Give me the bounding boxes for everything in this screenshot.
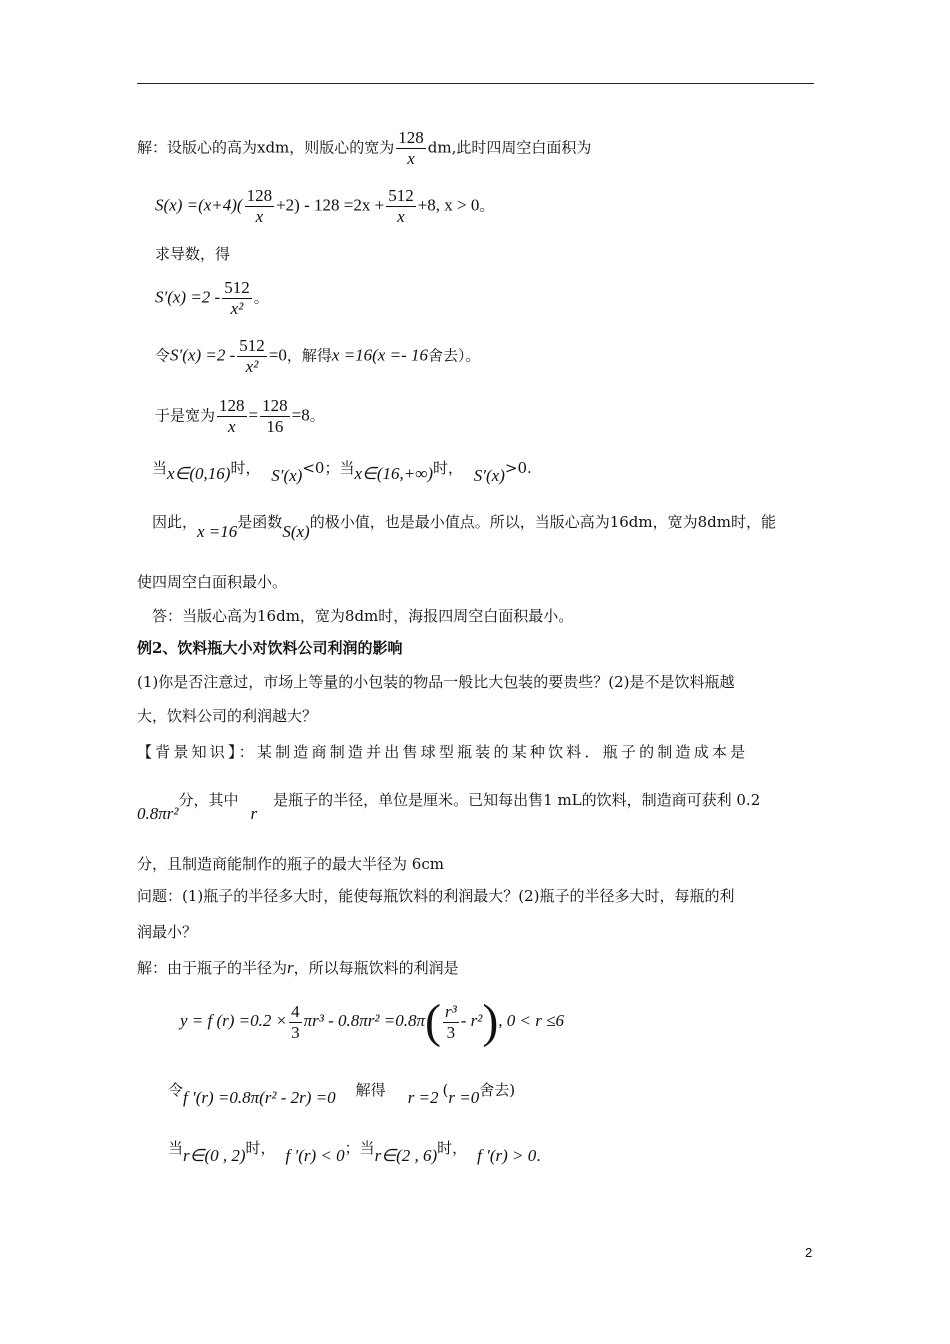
denominator: x²	[245, 357, 259, 376]
fraction	[217, 396, 247, 437]
numerator: 128	[246, 186, 273, 205]
equation-profit: y = f (r) =0.2 × $\frac{4}{3}$ πr³ - 0.8πr² =0.8π( $\frac{\text{r³}}{3}$ - r²), 0 < r ≤6	[180, 995, 564, 1048]
denominator: x	[227, 417, 236, 436]
equation-area	[155, 186, 494, 227]
math: r∈(2 , 6)	[374, 1146, 438, 1165]
numerator: r³	[444, 1001, 457, 1021]
text: 。	[309, 406, 325, 425]
text: 令	[155, 346, 171, 365]
math: y = f (r) =0.2 ×	[180, 1011, 288, 1030]
fraction	[237, 336, 267, 377]
line-sign-analysis-2	[168, 1138, 542, 1165]
denominator: x	[397, 207, 405, 226]
numerator: 128	[219, 396, 245, 415]
math: f ′(r) > 0	[477, 1146, 537, 1165]
text: (	[442, 1081, 449, 1099]
text: 时，	[230, 459, 261, 477]
denominator: x²	[230, 299, 244, 318]
equation-solve	[155, 336, 480, 377]
text: 令	[168, 1081, 184, 1099]
equation-width: 于是宽为 $\frac{128}{x}$ = $\frac{128}{16}$ =8。	[155, 396, 325, 436]
math: f ′(r) =0.8π(r² - 2r) =0	[183, 1088, 336, 1107]
line-sign-analysis	[152, 458, 532, 485]
math: S(x) =(x+4)(	[155, 195, 243, 215]
text: 是函数	[237, 513, 283, 531]
text: 舍去）。	[427, 346, 481, 365]
math: r =0	[448, 1088, 480, 1107]
text: 的极小值，也是最小值点。所以，当版心高为16dm，宽为8dm时，能	[309, 513, 776, 531]
line-question-1-cont: 大，饮料公司的利润越大？	[137, 707, 318, 725]
math: x∈(16,+∞)	[354, 464, 433, 483]
text: 解：设版心的高为xdm，则版心的宽为	[137, 138, 395, 157]
math: x =16(x =- 16	[331, 345, 428, 365]
numerator: 128	[262, 396, 288, 415]
text: 时，	[433, 459, 464, 477]
text: <0；当	[302, 459, 355, 477]
math: πr³ - 0.8πr² =0.8π	[303, 1011, 425, 1030]
text: 。	[479, 196, 495, 215]
text: 时，	[245, 1139, 276, 1157]
equation-derivative	[155, 278, 269, 319]
fraction	[222, 278, 252, 319]
math: =8	[291, 405, 310, 425]
math: S′(x) =2 -	[155, 287, 221, 307]
text: .	[536, 1147, 542, 1165]
numerator: 4	[291, 1001, 300, 1021]
fraction	[443, 1002, 459, 1043]
fraction	[289, 1002, 302, 1043]
text: ，所以每瓶饮料的利润是	[293, 959, 459, 977]
math: r =2	[407, 1088, 439, 1107]
math: x∈(0,16)	[167, 464, 231, 483]
math: x =16	[197, 522, 238, 541]
denominator: 3	[446, 1022, 456, 1042]
line-solution-intro	[137, 128, 591, 169]
line-conclusion	[152, 512, 776, 541]
math: 0.8πr²	[137, 804, 179, 823]
line-derivative: 求导数，得	[155, 245, 231, 263]
line-question-1: (1)你是否注意过，市场上等量的小包装的物品一般比大包装的要贵些？(2)是不是饮料瓶越	[137, 673, 735, 691]
math: , 0 < r ≤6	[498, 1011, 564, 1030]
text: 于是宽为	[155, 406, 216, 425]
line-background: 【背景知识】：某制造商制造并出售球型瓶装的某种饮料．瓶子的制造成本是	[137, 743, 749, 761]
math: S′(x)	[473, 466, 505, 485]
math: r	[287, 958, 294, 977]
text: 是瓶子的半径，单位是厘米。已知每出售1 mL的饮料，制造商可获利 0.2	[273, 791, 761, 809]
text: 解：由于瓶子的半径为	[137, 959, 288, 977]
line-max-radius: 分，且制造商能制作的瓶子的最大半径为 6cm	[137, 855, 444, 873]
math: +2) - 128 =2x +	[276, 195, 385, 215]
line-cost	[137, 790, 761, 823]
text: 时，	[437, 1139, 468, 1157]
line-problem-cont: 润最小？	[137, 923, 198, 941]
math: S′(x)	[271, 466, 303, 485]
numerator: 512	[388, 186, 414, 205]
denominator: x	[407, 149, 415, 168]
math: f ′(r) < 0	[285, 1146, 345, 1165]
denominator: 16	[266, 417, 284, 436]
math: r	[250, 804, 258, 823]
numerator: 512	[224, 278, 250, 297]
text: 分，其中	[178, 791, 239, 809]
fraction	[396, 128, 426, 169]
header-rule	[137, 83, 814, 84]
line-answer: 答：当版心高为16dm，宽为8dm时，海报四周空白面积最小。	[152, 607, 574, 625]
line-solution-2	[137, 958, 459, 978]
text: >0.	[504, 459, 532, 477]
text: dm,此时四周空白面积为	[427, 138, 592, 157]
math: S(x)	[282, 522, 310, 541]
text: 。	[253, 288, 269, 307]
line-problem: 问题：(1)瓶子的半径多大时，能使每瓶饮料的利润最大？(2)瓶子的半径多大时，每瓶的利	[137, 887, 735, 905]
text: 解得	[355, 1081, 386, 1099]
text: 当	[152, 459, 168, 477]
page-number: 2	[805, 1245, 813, 1260]
text: 因此，	[152, 513, 198, 531]
denominator: x	[255, 207, 264, 226]
numerator: 512	[239, 336, 265, 355]
text: ；当	[344, 1139, 375, 1157]
math: +8, x > 0	[417, 195, 480, 215]
example-heading: 例2、饮料瓶大小对饮料公司利润的影响	[137, 639, 403, 657]
denominator: 3	[291, 1022, 300, 1042]
fraction	[245, 186, 275, 227]
math: S′(x) =2 -	[170, 345, 236, 365]
text: ，解得	[286, 346, 332, 365]
numerator: 128	[398, 128, 424, 147]
fraction	[260, 396, 290, 437]
equation-derivative-profit	[168, 1080, 516, 1107]
math: r∈(0 , 2)	[183, 1146, 246, 1165]
line-conclusion-cont: 使四周空白面积最小。	[137, 573, 288, 591]
fraction	[386, 186, 416, 227]
math: - r²	[460, 1011, 483, 1030]
math: =0	[268, 345, 287, 365]
text: 当	[168, 1139, 184, 1157]
text: 舍去)	[479, 1081, 516, 1099]
